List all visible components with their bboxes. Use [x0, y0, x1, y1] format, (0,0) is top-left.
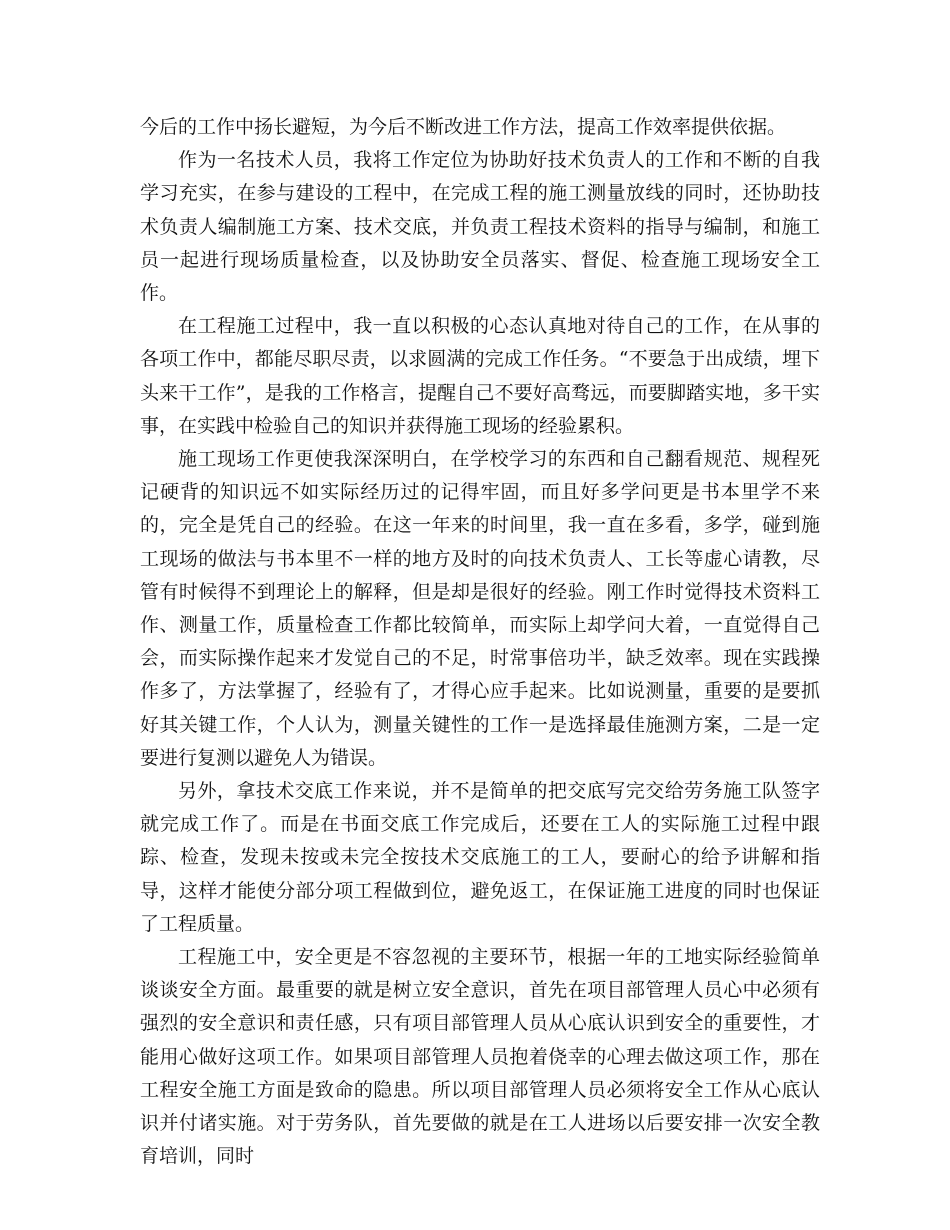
paragraph-safety: 工程施工中，安全更是不容忽视的主要环节，根据一年的工地实际经验简单谈谈安全方面。最重要的就是树立安全意识，首先在项目部管理人员心中必须有强烈的安全意识和责任感，只有项目部管理人员从心底认识到安全的重要性，才能用心做好这项工作。如果项目部管理人员抱着侥幸的心理去做这项工作，那在工程安全施工方面是致命的隐患。所以项目部管理人员必须将安全工作从心底认识并付诸实施。对于劳务队，首先要做的就是在工人进场以后要安排一次安全教育培训，同时: [140, 946, 820, 1168]
paragraph-work-attitude: 在工程施工过程中，我一直以积极的心态认真地对待自己的工作，在从事的各项工作中，都能尽职尽责，以求圆满的完成工作任务。“不要急于出成绩，埋下头来干工作”，是我的工作格言，提醒自己不要好高骛远，而要脚踏实地，多干实事，在实践中检验自己的知识并获得施工现场的经验累积。: [140, 315, 820, 437]
document-body: [140, 111, 820, 1174]
paragraph-site-experience: 施工现场工作更使我深深明白，在学校学习的东西和自己翻看规范、规程死记硬背的知识远不如实际经历过的记得牢固，而且好多学问更是书本里学不来的，完全是凭自己的经验。在这一年来的时间里，我一直在多看，多学，碰到施工现场的做法与书本里不一样的地方及时的向技术负责人、工长等虚心请教，尽管有时候得不到理论上的解释，但是却是很好的经验。刚工作时觉得技术资料工作、测量工作，质量检查工作都比较简单，而实际上却学问大着，一直觉得自己会，而实际操作起来才发觉自己的不足，时常事倍功半，缺乏效率。现在实践操作多了，方法掌握了，经验有了，才得心应手起来。比如说测量，重要的是要抓好其关键工作，个人认为，测量关键性的工作一是选择最佳施测方案，二是一定要进行复测以避免人为错误。: [140, 448, 820, 769]
paragraph-technical-briefing: 另外，拿技术交底工作来说，并不是简单的把交底写完交给劳务施工队签字就完成工作了。而是在书面交底工作完成后，还要在工人的实际施工过程中跟踪、检查，发现未按或未完全按技术交底施工的工人，要耐心的给予讲解和指导，这样才能使分部分项工程做到位，避免返工，在保证施工进度的同时也保证了工程质量。: [140, 780, 820, 935]
paragraph-continuation: 今后的工作中扬长避短，为今后不断改进工作方法，提高工作效率提供依据。: [140, 116, 787, 138]
paragraph-job-role: 作为一名技术人员，我将工作定位为协助好技术负责人的工作和不断的自我学习充实，在参与建设的工程中，在完成工程的施工测量放线的同时，还协助技术负责人编制施工方案、技术交底，并负责工程技术资料的指导与编制，和施工员一起进行现场质量检查，以及协助安全员落实、督促、检查施工现场安全工作。: [140, 149, 820, 305]
